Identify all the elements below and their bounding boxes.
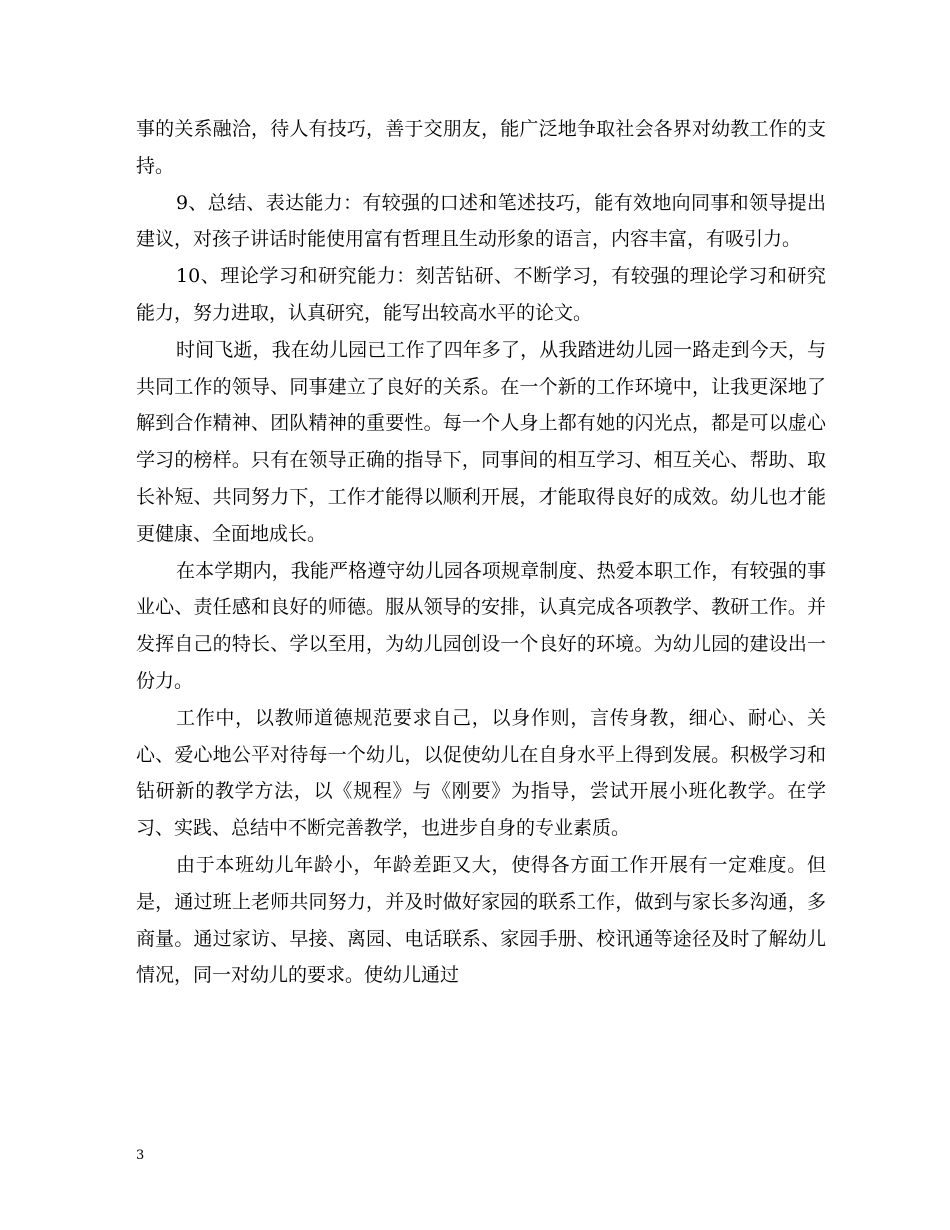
paragraph-3: 10、理论学习和研究能力：刻苦钻研、不断学习，有较强的理论学习和研究能力，努力进取，认真研究，能写出较高水平的论文。 — [136, 265, 826, 324]
body-text — [136, 111, 826, 994]
paragraph-2: 9、总结、表达能力：有较强的口述和笔述技巧，能有效地向同事和领导提出建议，对孩子讲话时能使用富有哲理且生动形象的语言，内容丰富，有吸引力。 — [136, 191, 826, 251]
page-number: 3 — [136, 1148, 145, 1163]
paragraph-6: 工作中，以教师道德规范要求自己，以身作则，言传身教，细心、耐心、关心、爱心地公平对待每一个幼儿，以促使幼儿在自身水平上得到发展。积极学习和钻研新的教学方法，以《规程》与《刚要》为指导，尝试开展小班化教学。在学习、实践、总结中不断完善教学，也进步自身的专业素质。 — [136, 706, 826, 840]
paragraph-4: 时间飞逝，我在幼儿园已工作了四年多了，从我踏进幼儿园一路走到今天，与共同工作的领导、同事建立了良好的关系。在一个新的工作环境中，让我更深地了解到合作精神、团队精神的重要性。每一个人身上都有她的闪光点，都是可以虚心学习的榜样。只有在领导正确的指导下，同事间的相互学习、相互关心、帮助、取长补短、共同努力下，工作才能得以顺利开展，才能取得良好的成效。幼儿也才能更健康、全面地成长。 — [136, 338, 826, 545]
paragraph-5: 在本学期内，我能严格遵守幼儿园各项规章制度、热爱本职工作，有较强的事业心、责任感和良好的师德。服从领导的安排，认真完成各项教学、教研工作。并发挥自己的特长、学以至用，为幼儿园创设一个良好的环境。为幼儿园的建设出一份力。 — [136, 559, 826, 692]
paragraph-1: 事的关系融洽，待人有技巧，善于交朋友，能广泛地争取社会各界对幼教工作的支持。 — [136, 118, 826, 177]
paragraph-7: 由于本班幼儿年龄小，年龄差距又大，使得各方面工作开展有一定难度。但是，通过班上老师共同努力，并及时做好家园的联系工作，做到与家长多沟通，多商量。通过家访、早接、离园、电话联系、家园手册、校讯通等途径及时了解幼儿情况，同一对幼儿的要求。使幼儿通过 — [136, 853, 826, 987]
